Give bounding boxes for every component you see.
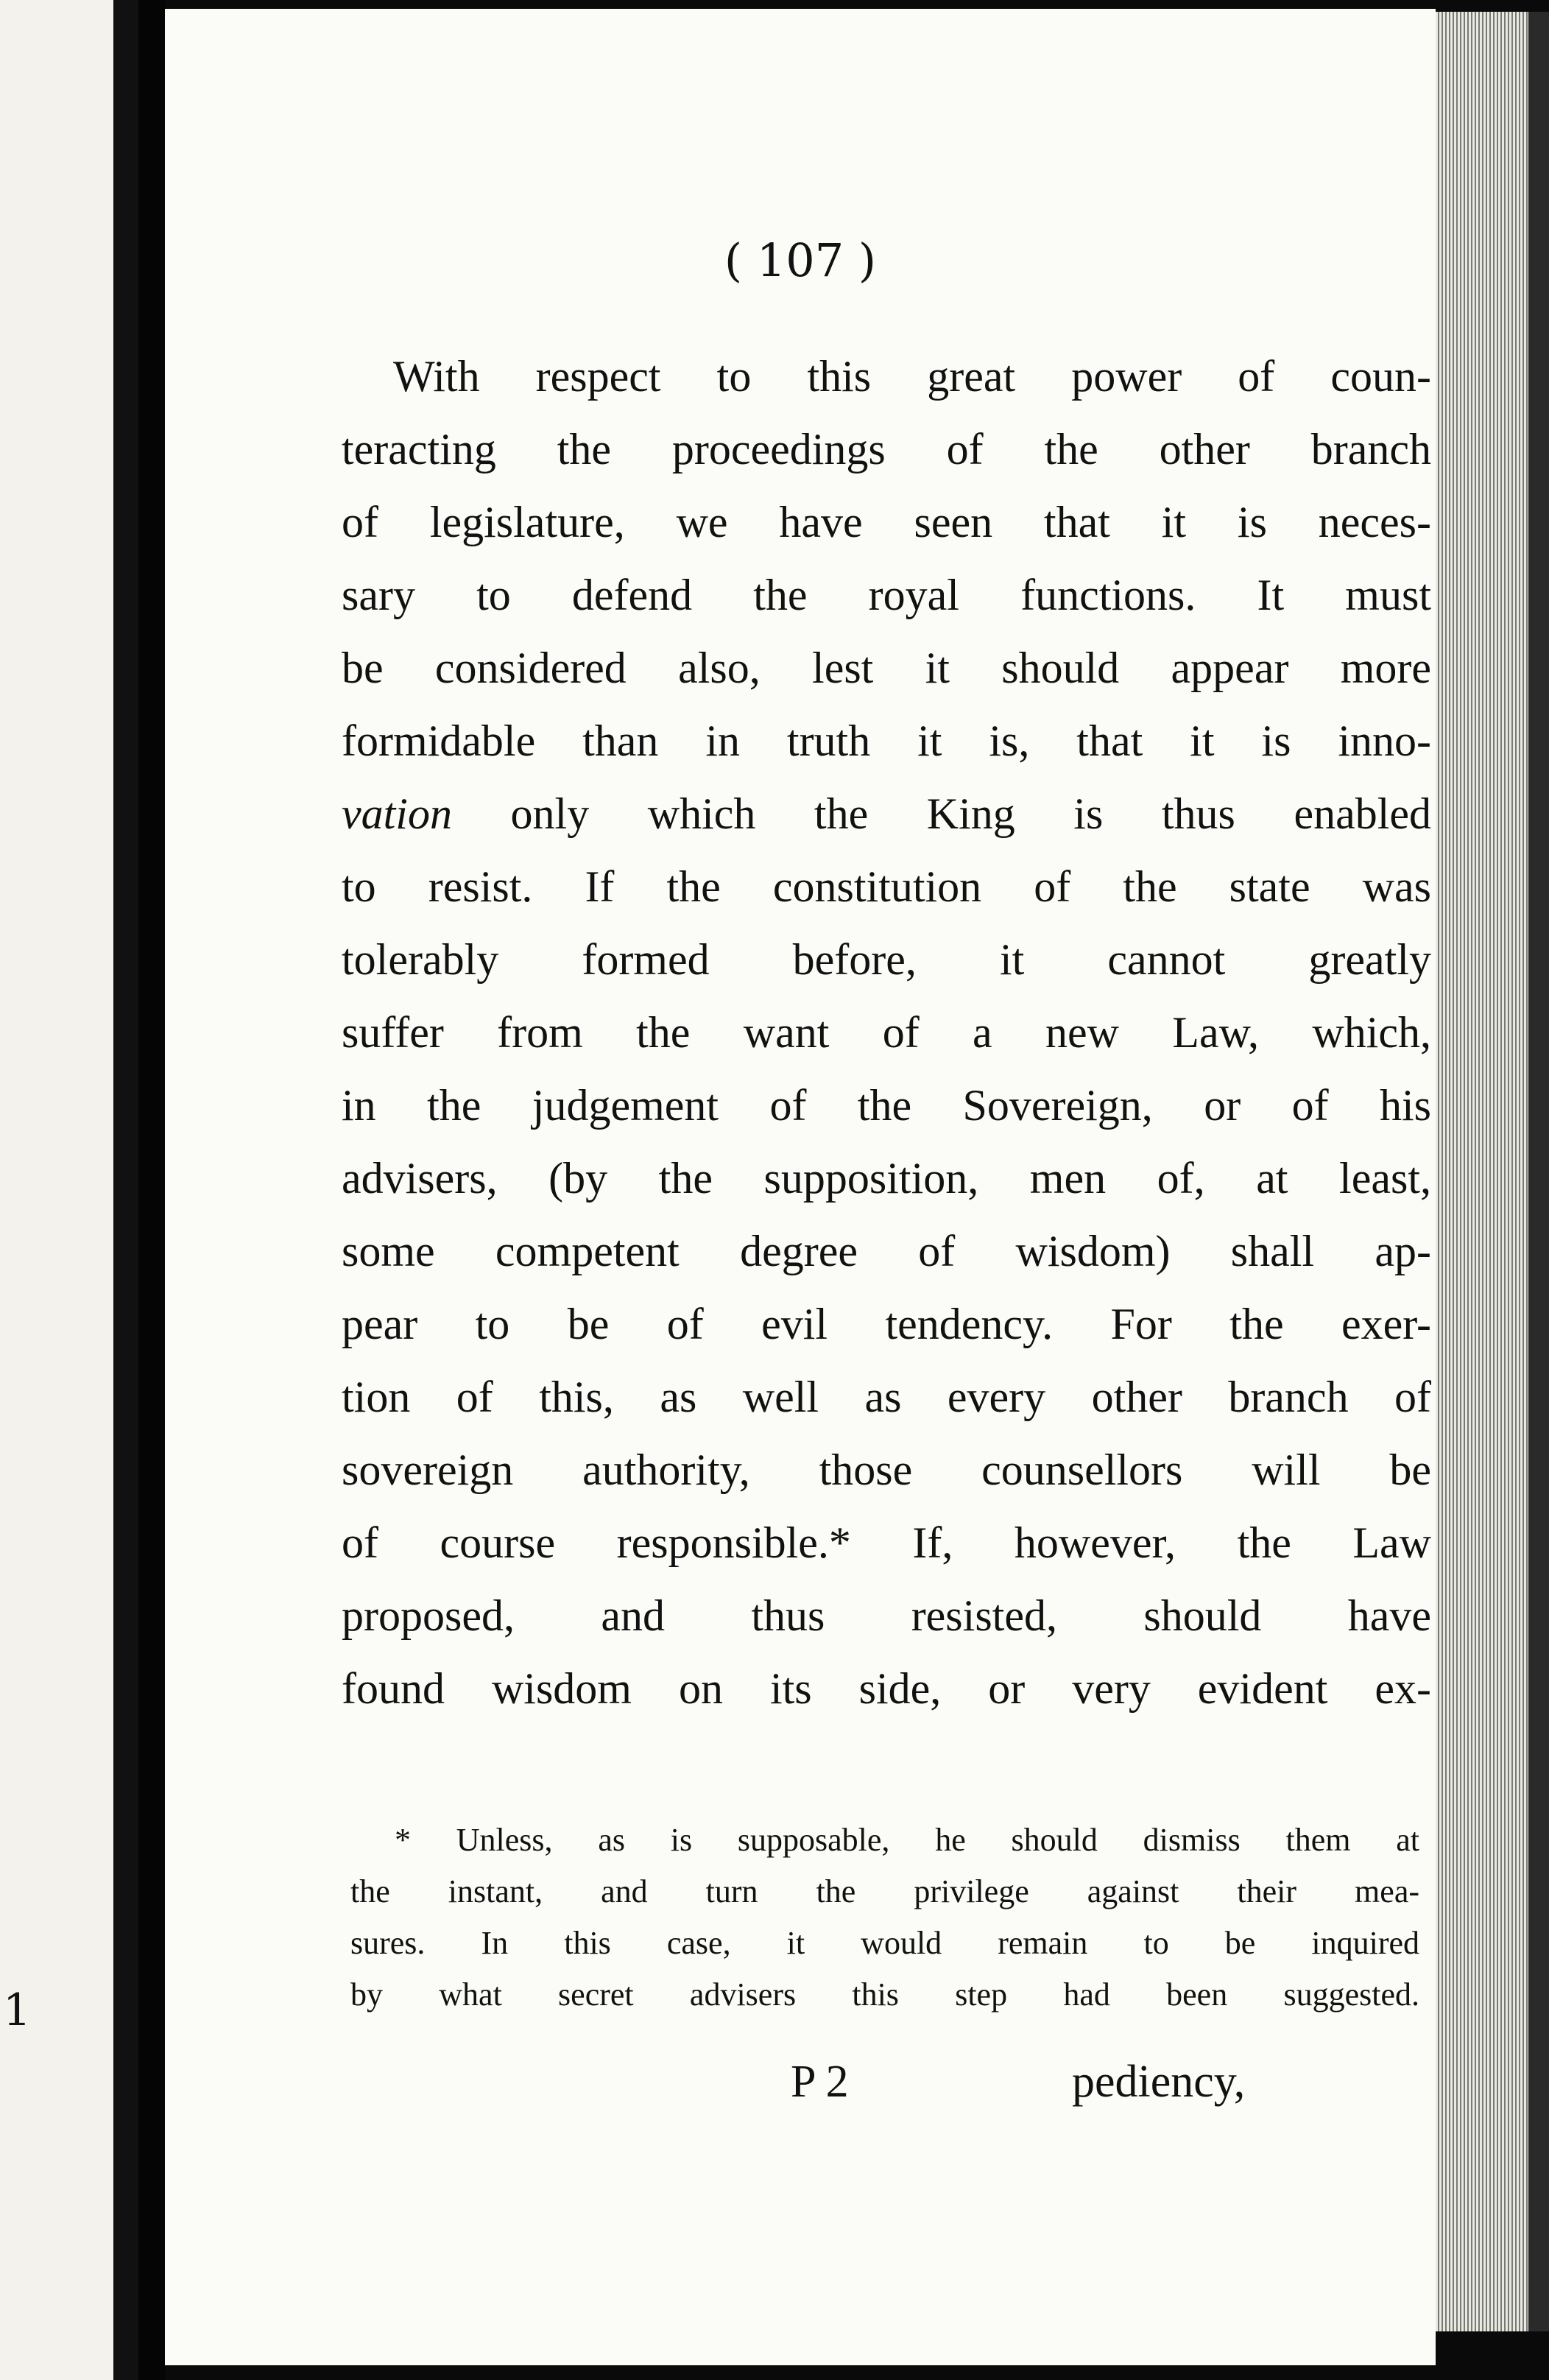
italic-word: vation xyxy=(342,789,452,838)
text-line: of legislature, we have seen that it is neces- xyxy=(342,498,1431,546)
page-number: ( 107 ) xyxy=(724,233,877,287)
text-line: of course responsible.* If, however, the Law xyxy=(342,1518,1431,1567)
text-line: to resist. If the constitution of the state was xyxy=(342,862,1431,911)
text-line: be considered also, lest it should appear more xyxy=(342,644,1431,692)
signature-mark: P 2 xyxy=(791,2057,849,2107)
facing-page-shadow xyxy=(113,0,138,2380)
text-line: teracting the proceedings of the other branch xyxy=(342,425,1431,473)
footnote-line: * Unless, as is supposable, he should dismiss them at xyxy=(395,1822,1419,1858)
footnote xyxy=(350,1814,1419,2021)
footnote-line: sures. In this case, it would remain to be inquired xyxy=(350,1925,1419,1961)
text-line: sovereign authority, those counsellors will be xyxy=(342,1446,1431,1494)
text-line: found wisdom on its side, or very evident ex- xyxy=(342,1664,1431,1713)
facing-page-mark: 1 xyxy=(3,1985,32,2036)
catchword: pediency, xyxy=(1072,2057,1246,2107)
text-segment: only which the King is thus enabled xyxy=(451,789,1431,838)
text-line: pear to be of evil tendency. For the exer- xyxy=(342,1300,1431,1348)
body-text xyxy=(342,340,1431,1725)
text-line: proposed, and thus resisted, should have xyxy=(342,1591,1431,1640)
text-line: some competent degree of wisdom) shall ap- xyxy=(342,1227,1431,1275)
text-line: With respect to this great power of coun- xyxy=(393,352,1431,401)
fore-edge-shadow xyxy=(1528,12,1549,2331)
text-line: formidable than in truth it is, that it is inno- xyxy=(342,717,1431,765)
text-line: tion of this, as well as every other branch of xyxy=(342,1373,1431,1421)
footnote-line: by what secret advisers this step had been suggested. xyxy=(350,1976,1419,2013)
page-fore-edge xyxy=(1436,12,1528,2331)
footnote-line: the instant, and turn the privilege against their mea- xyxy=(350,1873,1419,1909)
book-gutter xyxy=(138,0,165,2380)
text-line: tolerably formed before, it cannot greatly xyxy=(342,935,1431,984)
text-line: in the judgement of the Sovereign, or of his xyxy=(342,1081,1431,1130)
text-line: advisers, (by the supposition, men of, at least, xyxy=(342,1154,1431,1203)
text-line: suffer from the want of a new Law, which, xyxy=(342,1008,1431,1057)
facing-page-edge xyxy=(0,0,138,2380)
book-page xyxy=(165,9,1436,2365)
text-line xyxy=(342,778,1431,851)
text-line: sary to defend the royal functions. It must xyxy=(342,571,1431,619)
